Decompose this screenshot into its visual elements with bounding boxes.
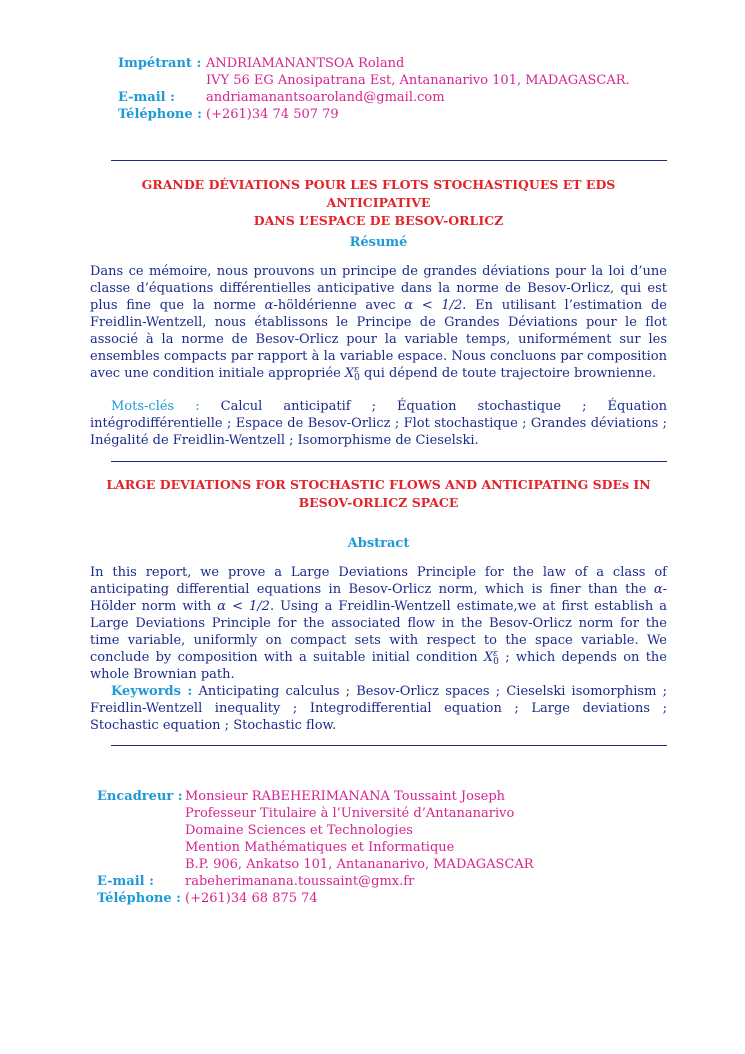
summary-heading: Résumé xyxy=(349,235,408,250)
english-keywords-text: Anticipating calculus ; Besov-Orlicz spaces ; Cieselski isomorphism ; Freidlin-Wentzell inequality ; Integrodifferential equation ; Large deviations ; Stochastic equation ; Stochastic flow. xyxy=(90,684,667,733)
applicant-name: ANDRIAMANANTSOA Roland xyxy=(206,56,405,71)
supervisor-title: Professeur Titulaire à l’Université d’Antananarivo xyxy=(185,806,515,821)
supervisor-name: Monsieur RABEHERIMANANA Toussaint Joseph xyxy=(185,789,506,804)
english-title-line-2: BESOV-ORLICZ SPACE xyxy=(298,495,459,510)
english-title-line-1: LARGE DEVIATIONS FOR STOCHASTIC FLOWS AND ANTICIPATING SDEs IN xyxy=(106,477,651,492)
supervisor-domain: Domaine Sciences et Technologies xyxy=(185,823,413,838)
supervisor-email[interactable]: rabeherimanana.toussaint@gmx.fr xyxy=(185,874,415,889)
english-keywords-label: Keywords : xyxy=(111,684,193,699)
summary-paragraph: Dans ce mémoire, nous prouvons un principe de grandes déviations pour la loi d’une classe d’équations différentielles anticipative dans la norme de Besov-Orlicz, qui est plus fine que la norme α-höldérienne avec α < 1/2. En utilisant l’estimation de Freidlin-Wentzell, nous établissons le Principe de Grandes Déviations pour le flot associé à la norme de Besov-Orlicz pour la variable temps, uniformément sur les ensembles compacts par rapport à la variable espace. Nous concluons par composition avec une condition initiale appropriée X ε 0 qui dépend de toute trajectoire brownienne. xyxy=(90,264,667,383)
supervisor-phone-label: Téléphone : xyxy=(97,891,181,906)
divider-3 xyxy=(111,745,667,746)
applicant-address: IVY 56 EG Anosipatrana Est, Antananarivo 101, MADAGASCAR. xyxy=(206,73,630,88)
divider-1 xyxy=(111,160,667,161)
abstract-paragraph: In this report, we prove a Large Deviations Principle for the law of a class of anticipating differential equations in Besov-Orlicz norm, which is finer than the α-Hölder norm with α < 1/2. Using a Freidlin-Wentzell estimate,we at first establish a Large Deviations Principle for the associated flow in the Besov-Orlicz norm for the time variable, uniformly on compact sets with respect to the space variable. We conclude by composition with a suitable initial condition X ε 0 ; which depends on the whole Brownian path. xyxy=(90,565,667,682)
english-keywords xyxy=(90,683,667,734)
applicant-phone: (+261)34 74 507 79 xyxy=(206,107,339,122)
supervisor-address: B.P. 906, Ankatso 101, Antananarivo, MADAGASCAR xyxy=(185,857,534,872)
supervisor-block xyxy=(97,788,534,907)
french-keywords xyxy=(90,398,667,449)
supervisor-email-label: E-mail : xyxy=(97,874,154,889)
french-title-line-2: DANS L’ESPACE DE BESOV-ORLICZ xyxy=(253,213,504,228)
supervisor-mention: Mention Mathématiques et Informatique xyxy=(185,840,455,855)
french-keywords-label: Mots-clés : xyxy=(111,399,200,414)
supervisor-label: Encadreur : xyxy=(97,789,183,804)
english-title xyxy=(90,476,667,512)
applicant-block xyxy=(118,55,630,123)
french-title-line-1: GRANDE DÉVIATIONS POUR LES FLOTS STOCHASTIQUES ET EDS ANTICIPATIVE xyxy=(141,177,616,210)
abstract-heading: Abstract xyxy=(347,536,410,551)
applicant-phone-label: Téléphone : xyxy=(118,107,202,122)
supervisor-phone: (+261)34 68 875 74 xyxy=(185,891,318,906)
applicant-label: Impétrant : xyxy=(118,56,202,71)
applicant-email-label: E-mail : xyxy=(118,90,175,105)
french-title xyxy=(90,176,667,230)
divider-2 xyxy=(111,461,667,462)
applicant-email[interactable]: andriamanantsoaroland@gmail.com xyxy=(206,90,445,105)
french-keywords-text: Calcul anticipatif ; Équation stochastique ; Équation intégrodifférentielle ; Espace de Besov-Orlicz ; Flot stochastique ; Grandes déviations ; Inégalité de Freidlin-Wentzell ; Isomorphisme de Cieselski. xyxy=(90,399,668,448)
